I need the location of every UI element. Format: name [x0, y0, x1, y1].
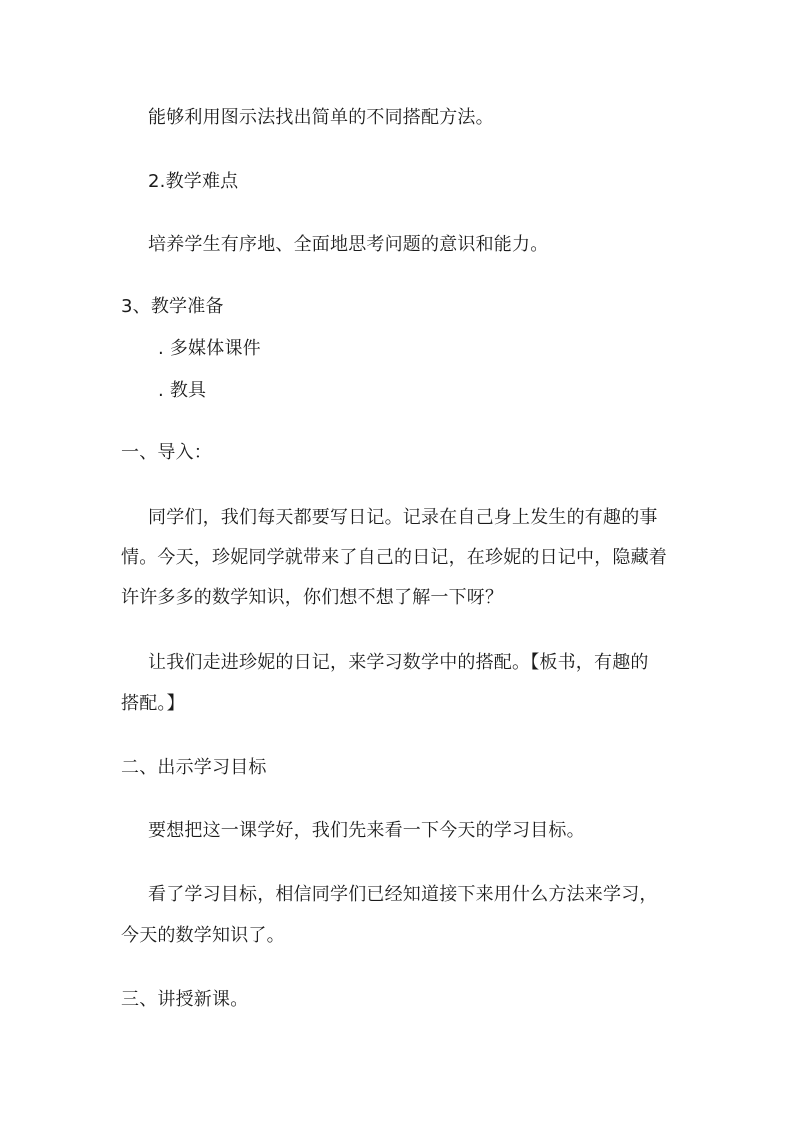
paragraph-line: 今天的数学知识了。: [121, 925, 285, 946]
section-heading: 2.教学难点: [148, 171, 239, 192]
paragraph-line: 情。今天，珍妮同学就带来了自己的日记，在珍妮的日记中，隐藏着: [121, 547, 667, 568]
paragraph-line: 培养学生有序地、全面地思考问题的意识和能力。: [148, 234, 549, 255]
section-heading: 3、教学准备: [121, 296, 224, 317]
paragraph-line: 同学们，我们每天都要写日记。记录在自己身上发生的有趣的事: [148, 507, 658, 528]
paragraph-line: 看了学习目标，相信同学们已经知道接下来用什么方法来学习，: [148, 884, 658, 905]
paragraph-line: 许许多多的数学知识，你们想不想了解一下呀？: [121, 587, 504, 608]
section-heading: 三、讲授新课。: [121, 989, 249, 1010]
section-heading: 二、出示学习目标: [121, 757, 267, 778]
paragraph-line: 让我们走进珍妮的日记，来学习数学中的搭配。【板书，有趣的: [148, 652, 649, 673]
paragraph-line: 要想把这一课学好，我们先来看一下今天的学习目标。: [148, 820, 585, 841]
paragraph-line: 搭配。】: [121, 693, 185, 714]
paragraph-line: 能够利用图示法找出简单的不同搭配方法。: [148, 107, 494, 128]
section-heading: 一、导入：: [121, 442, 212, 463]
list-item: . 多媒体课件: [158, 338, 261, 359]
list-item: . 教具: [158, 380, 207, 401]
